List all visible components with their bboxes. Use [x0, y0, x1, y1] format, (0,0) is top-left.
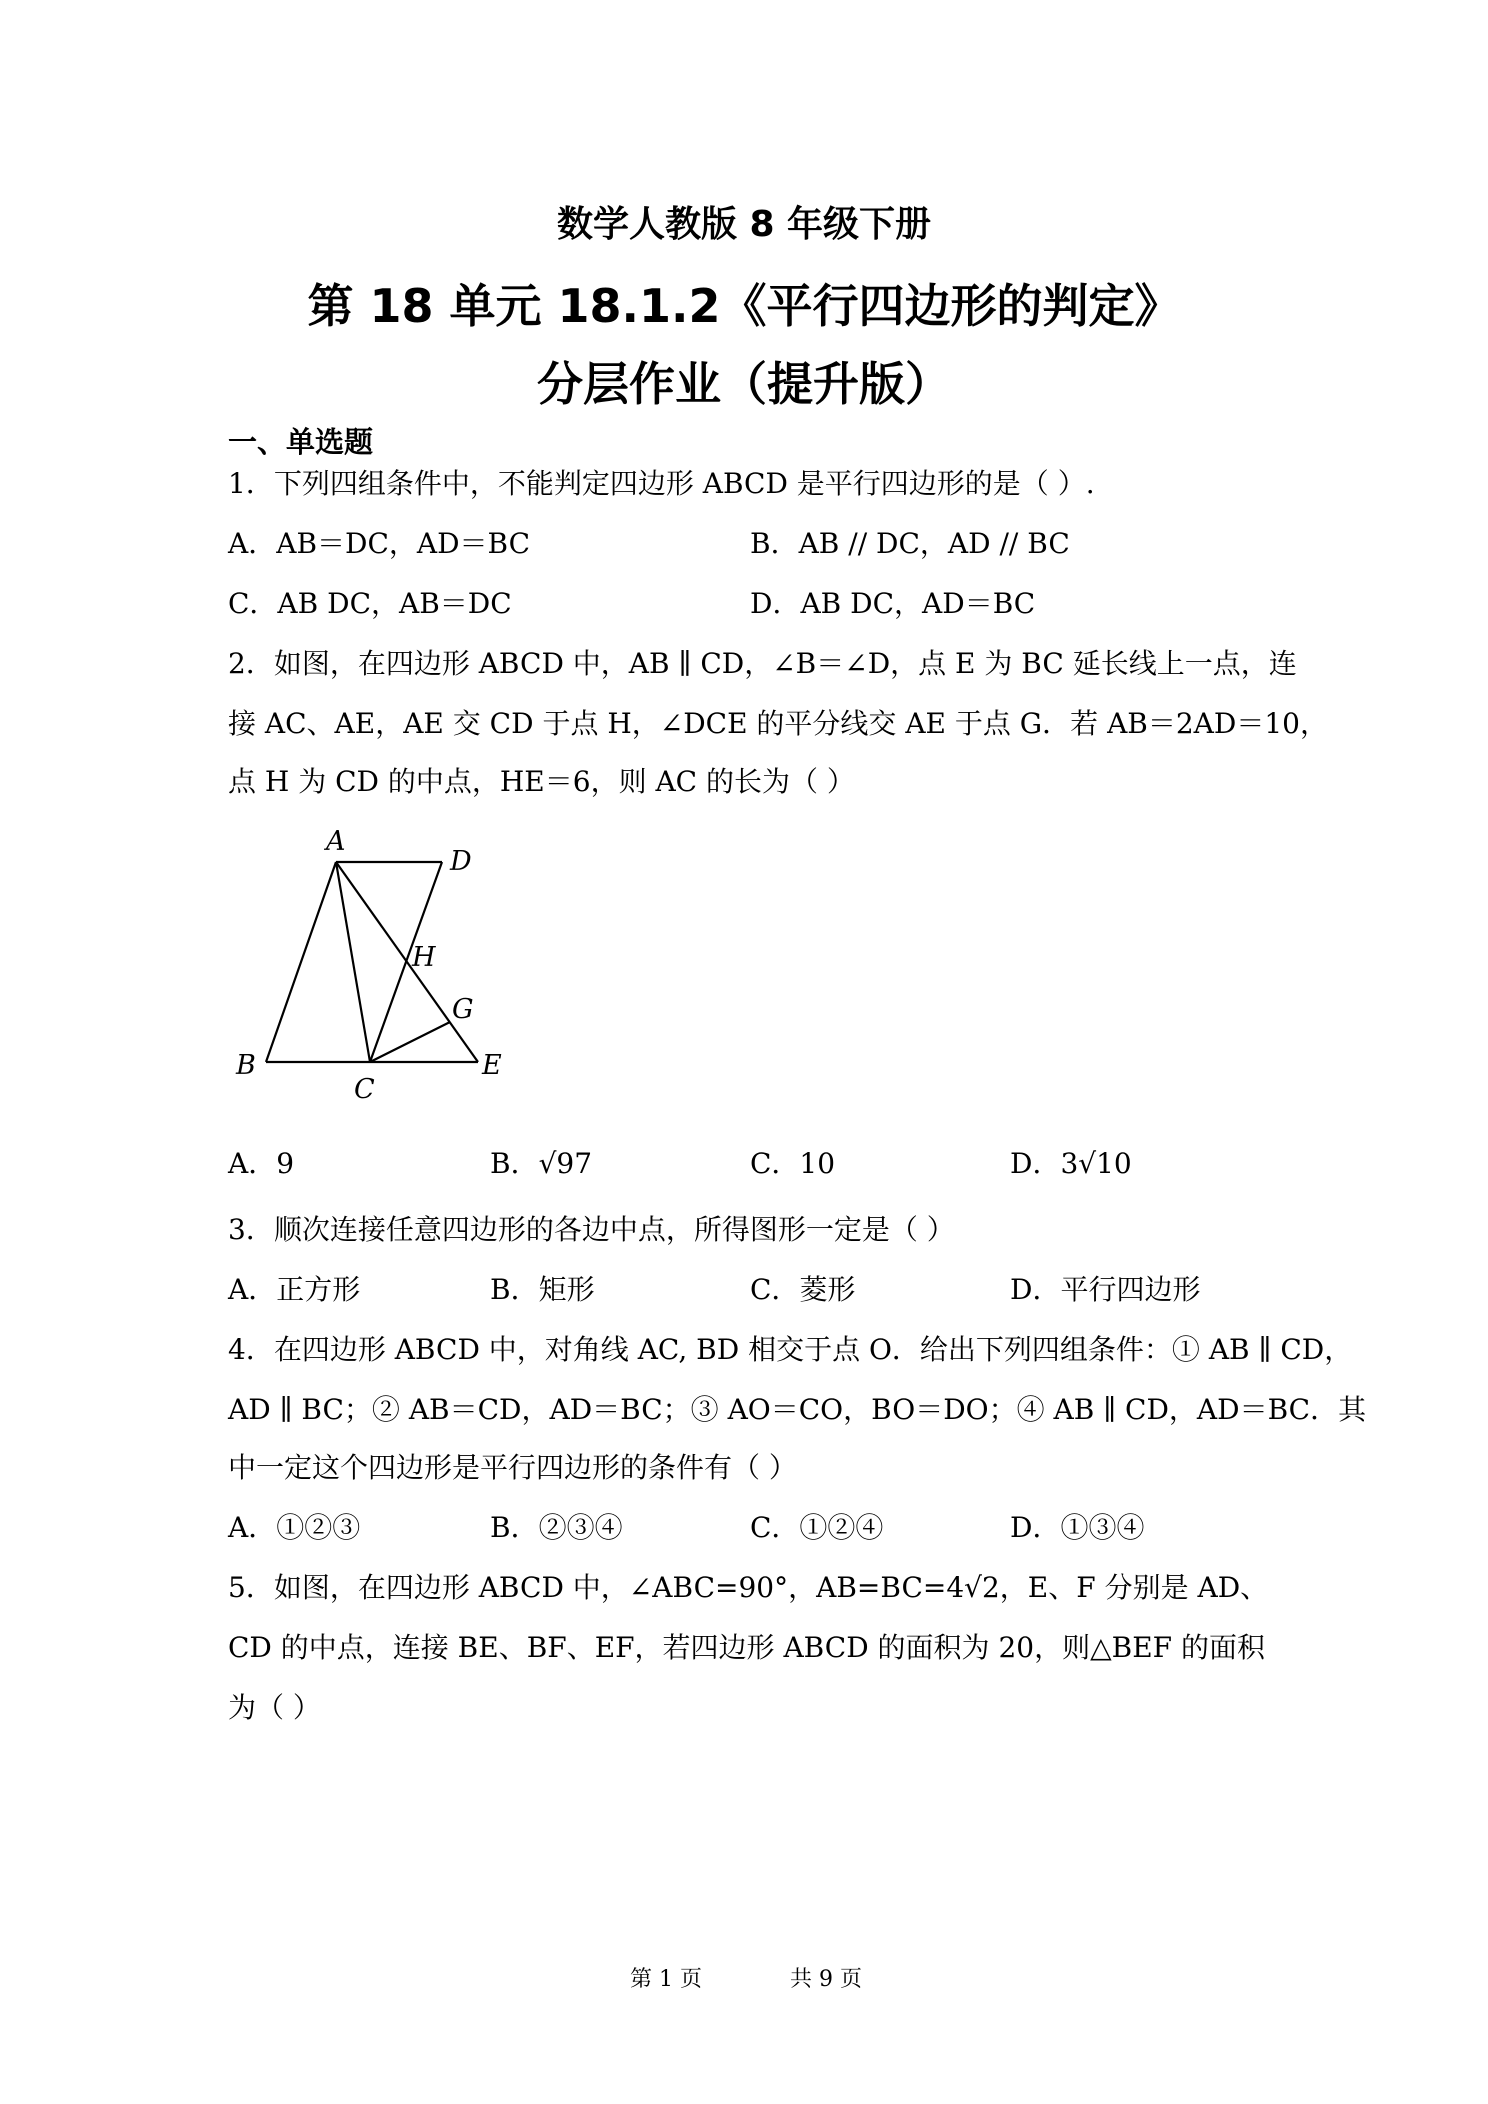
q4-line-3: 中一定这个四边形是平行四边形的条件有（ ） [228, 1451, 797, 1484]
doc-subtitle: 数学人教版 8 年级下册 [556, 204, 932, 245]
label-h: H [412, 942, 436, 973]
q2-line-1: 2．如图，在四边形 ABCD 中，AB ∥ CD，∠B＝∠D，点 E 为 BC 延长线上一点，连 [228, 647, 1297, 680]
label-d: D [450, 846, 472, 877]
label-g: G [452, 994, 474, 1025]
q2-option-c: C．10 [750, 1147, 836, 1180]
q2-option-b: B．√97 [490, 1147, 593, 1180]
q1-option-b: B．AB // DC，AD // BC [750, 527, 1070, 560]
q2-line-2: 接 AC、AE，AE 交 CD 于点 H，∠DCE 的平分线交 AE 于点 G．若 AB＝2AD＝10， [228, 707, 1328, 740]
footer-page-number: 第 1 页 [630, 1967, 702, 1992]
q5-line-2: CD 的中点，连接 BE、BF、EF，若四边形 ABCD 的面积为 20，则△BEF 的面积 [228, 1631, 1265, 1664]
q3-option-c: C．菱形 [750, 1273, 856, 1306]
footer-total-pages: 共 9 页 [790, 1967, 862, 1992]
q2-line-3: 点 H 为 CD 的中点，HE＝6，则 AC 的长为（ ） [228, 765, 855, 798]
q4-option-b: B．②③④ [490, 1511, 623, 1544]
segment-ae [336, 862, 478, 1062]
label-e: E [482, 1050, 502, 1081]
q5-line-3: 为（ ） [228, 1691, 321, 1724]
q4-option-d: D．①③④ [1010, 1511, 1145, 1544]
q5-line-1: 5．如图，在四边形 ABCD 中，∠ABC=90°，AB=BC=4√2，E、F 分别是 AD、 [228, 1571, 1269, 1604]
label-a: A [326, 826, 346, 857]
q1-stem: 1．下列四组条件中，不能判定四边形 ABCD 是平行四边形的是（ ）. [228, 467, 1095, 500]
q2-figure [220, 820, 520, 1110]
label-c: C [354, 1074, 375, 1105]
q3-option-d: D．平行四边形 [1010, 1273, 1201, 1306]
q1-option-d: D．AB DC，AD＝BC [750, 587, 1036, 620]
q3-option-a: A．正方形 [228, 1273, 361, 1306]
q1-option-a: A．AB＝DC，AD＝BC [228, 527, 531, 560]
q1-option-c: C．AB DC，AB＝DC [228, 587, 512, 620]
doc-title-sub: 分层作业（提升版） [537, 357, 951, 411]
q4-option-a: A．①②③ [228, 1511, 361, 1544]
q2-option-a: A．9 [228, 1147, 295, 1180]
q4-line-2: AD ∥ BC；② AB＝CD，AD＝BC；③ AO＝CO，BO＝DO；④ AB ∥ CD，AD＝BC．其 [228, 1393, 1367, 1426]
label-b: B [236, 1050, 256, 1081]
q4-option-c: C．①②④ [750, 1511, 884, 1544]
segment-ac [336, 862, 370, 1062]
q4-line-1: 4．在四边形 ABCD 中，对角线 AC, BD 相交于点 O．给出下列四组条件：① AB ∥ CD， [228, 1333, 1353, 1366]
q2-option-d: D．3√10 [1010, 1147, 1132, 1180]
q3-stem: 3．顺次连接任意四边形的各边中点，所得图形一定是（ ） [228, 1213, 955, 1246]
segment-ab [266, 862, 336, 1062]
doc-title: 第 18 单元 18.1.2《平行四边形的判定》 [307, 279, 1181, 333]
q3-option-b: B．矩形 [490, 1273, 595, 1306]
section-heading: 一、单选题 [228, 425, 374, 459]
